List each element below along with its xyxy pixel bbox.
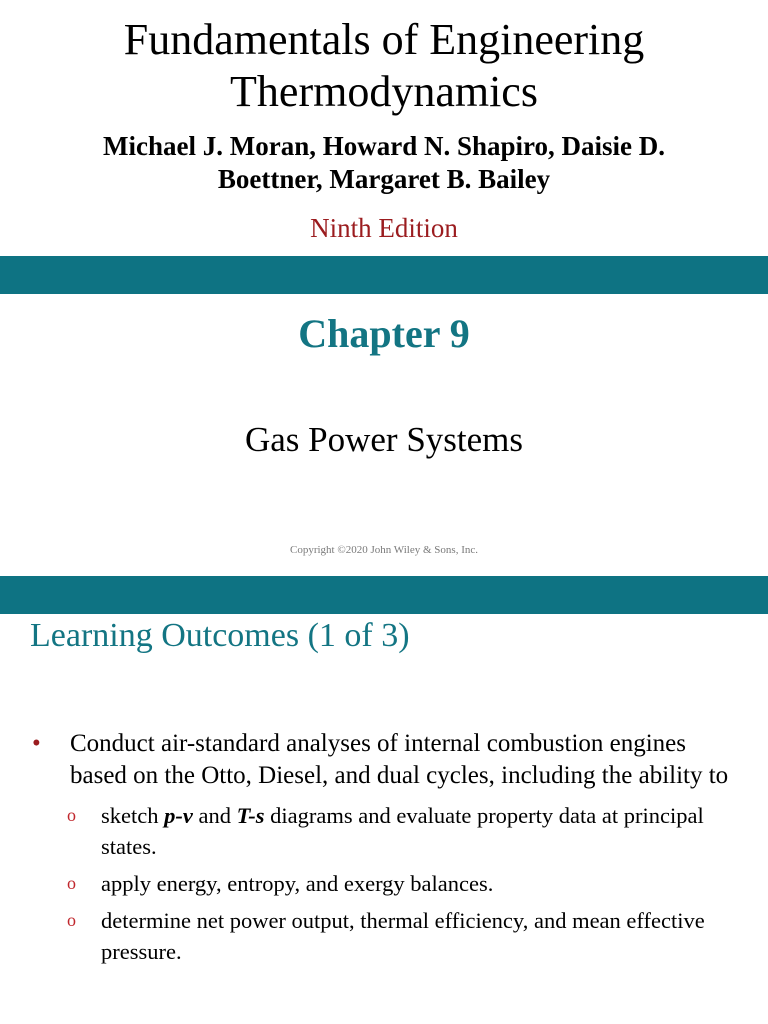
ts-symbol: T-s	[236, 803, 265, 828]
teal-divider-band	[0, 256, 768, 294]
authors-line-1: Michael J. Moran, Howard N. Shapiro, Daisie D.	[103, 131, 665, 161]
bullet-marker: •	[32, 730, 41, 757]
sub-bullet-text: determine net power output, thermal efficiency, and mean effective pressure.	[101, 908, 705, 964]
copyright-notice: Copyright ©2020 John Wiley & Sons, Inc.	[290, 544, 478, 556]
sub-text-part: and	[192, 803, 237, 828]
sub-bullet-marker: o	[67, 910, 76, 930]
outcomes-list	[30, 728, 740, 973]
chapter-heading: Chapter 9	[298, 311, 470, 356]
sub-text-part: sketch	[101, 803, 165, 828]
book-title	[0, 14, 768, 118]
book-title-line-1: Fundamentals of Engineering	[123, 15, 645, 64]
sub-list-item	[30, 868, 740, 899]
bullet-text: Conduct air-standard analyses of internal combustion engines based on the Otto, Diesel, and dual cycles, including the ability to	[70, 730, 729, 789]
sub-list	[30, 800, 740, 967]
authors-line-2: Boettner, Margaret B. Bailey	[217, 164, 551, 194]
sub-bullet-marker: o	[67, 805, 76, 825]
chapter-subtitle: Gas Power Systems	[244, 420, 524, 459]
sub-bullet-text	[101, 800, 740, 862]
sub-list-item	[30, 800, 740, 862]
learning-outcomes-title: Learning Outcomes (1 of 3)	[30, 617, 410, 654]
edition-label: Ninth Edition	[310, 213, 458, 243]
teal-header-band	[0, 576, 768, 614]
pv-symbol: p-v	[164, 803, 193, 828]
book-title-line-2: Thermodynamics	[230, 67, 538, 116]
sub-bullet-marker: o	[67, 873, 76, 893]
authors	[40, 130, 728, 196]
list-item	[30, 728, 740, 792]
sub-list-item	[30, 905, 740, 967]
sub-bullet-text: apply energy, entropy, and exergy balances.	[101, 871, 494, 896]
sub-text-part: diagrams and evaluate property data at principal states.	[101, 803, 704, 859]
